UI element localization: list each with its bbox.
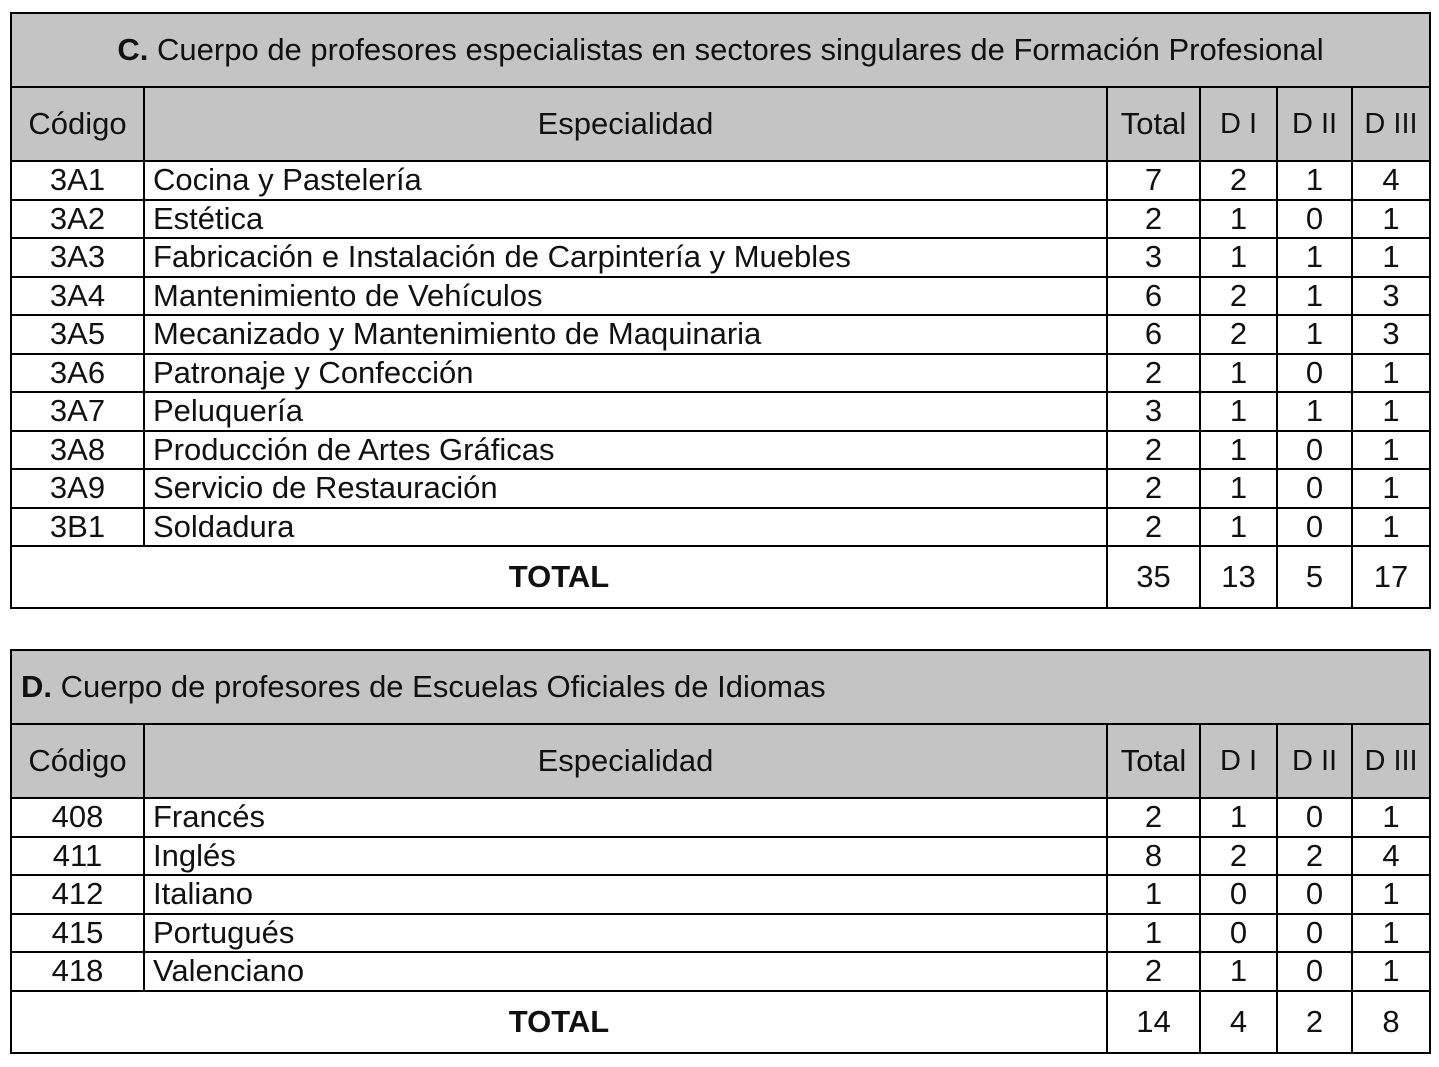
row-code: 3A9 — [11, 469, 144, 508]
row-d2: 0 — [1277, 200, 1352, 239]
row-code: 3A6 — [11, 354, 144, 393]
table-row — [11, 161, 1430, 200]
header-codigo: Código — [11, 724, 144, 798]
row-total: 2 — [1107, 354, 1200, 393]
header-especialidad: Especialidad — [144, 724, 1107, 798]
row-d1: 1 — [1200, 431, 1277, 470]
total-d2: 2 — [1277, 991, 1352, 1053]
table-header-row — [11, 724, 1430, 798]
table-row — [11, 875, 1430, 914]
row-d3: 1 — [1352, 508, 1430, 547]
row-especialidad: Peluquería — [144, 392, 1107, 431]
row-code: 3A8 — [11, 431, 144, 470]
row-total: 2 — [1107, 508, 1200, 547]
row-code: 3B1 — [11, 508, 144, 547]
table-row — [11, 354, 1430, 393]
row-especialidad: Inglés — [144, 837, 1107, 876]
header-codigo: Código — [11, 87, 144, 161]
header-total: Total — [1107, 724, 1200, 798]
table-row — [11, 837, 1430, 876]
row-code: 3A1 — [11, 161, 144, 200]
table-title-row — [11, 650, 1430, 724]
row-d2: 1 — [1277, 392, 1352, 431]
table-total-row — [11, 546, 1430, 608]
table-title-text: Cuerpo de profesores de Escuelas Oficiales de Idiomas — [52, 669, 826, 704]
table-title-prefix: D. — [21, 669, 52, 704]
row-total: 6 — [1107, 277, 1200, 316]
table-row — [11, 238, 1430, 277]
row-code: 408 — [11, 798, 144, 837]
row-d1: 2 — [1200, 837, 1277, 876]
table-row — [11, 392, 1430, 431]
row-d3: 3 — [1352, 315, 1430, 354]
row-d1: 1 — [1200, 392, 1277, 431]
row-code: 412 — [11, 875, 144, 914]
row-especialidad: Portugués — [144, 914, 1107, 953]
row-d2: 1 — [1277, 161, 1352, 200]
table-body — [11, 161, 1430, 546]
row-especialidad: Italiano — [144, 875, 1107, 914]
row-d1: 1 — [1200, 200, 1277, 239]
row-especialidad: Servicio de Restauración — [144, 469, 1107, 508]
row-d3: 3 — [1352, 277, 1430, 316]
table-title — [11, 650, 1430, 724]
header-especialidad: Especialidad — [144, 87, 1107, 161]
row-total: 3 — [1107, 392, 1200, 431]
header-d2: D II — [1277, 724, 1352, 798]
header-d1: D I — [1200, 87, 1277, 161]
row-d3: 4 — [1352, 161, 1430, 200]
table-row — [11, 508, 1430, 547]
row-total: 6 — [1107, 315, 1200, 354]
row-code: 411 — [11, 837, 144, 876]
row-d2: 1 — [1277, 277, 1352, 316]
total-d3: 8 — [1352, 991, 1430, 1053]
table-title-prefix: C. — [117, 32, 149, 67]
table-row — [11, 952, 1430, 991]
header-d2: D II — [1277, 87, 1352, 161]
row-total: 3 — [1107, 238, 1200, 277]
total-d1: 4 — [1200, 991, 1277, 1053]
header-d3: D III — [1352, 87, 1430, 161]
total-label: TOTAL — [11, 991, 1107, 1053]
table-title-text: Cuerpo de profesores especialistas en sectores singulares de Formación Profesional — [148, 32, 1324, 67]
row-total: 2 — [1107, 952, 1200, 991]
row-total: 2 — [1107, 469, 1200, 508]
table-row — [11, 469, 1430, 508]
row-especialidad: Francés — [144, 798, 1107, 837]
total-d3: 17 — [1352, 546, 1430, 608]
total-total: 35 — [1107, 546, 1200, 608]
table-body — [11, 798, 1430, 991]
table-c — [10, 12, 1431, 609]
table-row — [11, 431, 1430, 470]
row-d3: 1 — [1352, 914, 1430, 953]
row-especialidad: Patronaje y Confección — [144, 354, 1107, 393]
row-d2: 0 — [1277, 469, 1352, 508]
row-d1: 1 — [1200, 798, 1277, 837]
total-d2: 5 — [1277, 546, 1352, 608]
row-especialidad: Fabricación e Instalación de Carpintería y Muebles — [144, 238, 1107, 277]
row-total: 2 — [1107, 798, 1200, 837]
row-especialidad: Cocina y Pastelería — [144, 161, 1107, 200]
table-total-row — [11, 991, 1430, 1053]
header-total: Total — [1107, 87, 1200, 161]
row-d3: 1 — [1352, 875, 1430, 914]
row-d1: 2 — [1200, 315, 1277, 354]
row-d2: 0 — [1277, 875, 1352, 914]
row-d2: 0 — [1277, 952, 1352, 991]
row-especialidad: Mantenimiento de Vehículos — [144, 277, 1107, 316]
total-label: TOTAL — [11, 546, 1107, 608]
row-d1: 2 — [1200, 277, 1277, 316]
table-row — [11, 277, 1430, 316]
row-code: 3A7 — [11, 392, 144, 431]
row-d2: 0 — [1277, 798, 1352, 837]
table-title — [11, 13, 1430, 87]
row-especialidad: Estética — [144, 200, 1107, 239]
row-d1: 1 — [1200, 952, 1277, 991]
row-d1: 0 — [1200, 875, 1277, 914]
row-d2: 2 — [1277, 837, 1352, 876]
row-especialidad: Valenciano — [144, 952, 1107, 991]
row-total: 2 — [1107, 431, 1200, 470]
row-d3: 1 — [1352, 200, 1430, 239]
table-row — [11, 914, 1430, 953]
row-d1: 2 — [1200, 161, 1277, 200]
row-code: 3A2 — [11, 200, 144, 239]
table-title-row — [11, 13, 1430, 87]
table-row — [11, 315, 1430, 354]
row-total: 7 — [1107, 161, 1200, 200]
row-d2: 1 — [1277, 238, 1352, 277]
row-d3: 4 — [1352, 837, 1430, 876]
row-d2: 1 — [1277, 315, 1352, 354]
row-total: 8 — [1107, 837, 1200, 876]
row-d2: 0 — [1277, 508, 1352, 547]
row-d3: 1 — [1352, 354, 1430, 393]
row-code: 415 — [11, 914, 144, 953]
row-code: 3A3 — [11, 238, 144, 277]
row-total: 1 — [1107, 914, 1200, 953]
header-d3: D III — [1352, 724, 1430, 798]
row-d1: 0 — [1200, 914, 1277, 953]
row-d1: 1 — [1200, 238, 1277, 277]
row-d1: 1 — [1200, 508, 1277, 547]
row-d3: 1 — [1352, 238, 1430, 277]
row-d3: 1 — [1352, 952, 1430, 991]
header-d1: D I — [1200, 724, 1277, 798]
row-d2: 0 — [1277, 914, 1352, 953]
row-d3: 1 — [1352, 392, 1430, 431]
row-especialidad: Producción de Artes Gráficas — [144, 431, 1107, 470]
row-total: 2 — [1107, 200, 1200, 239]
row-d2: 0 — [1277, 354, 1352, 393]
row-code: 3A5 — [11, 315, 144, 354]
row-total: 1 — [1107, 875, 1200, 914]
row-code: 3A4 — [11, 277, 144, 316]
table-row — [11, 798, 1430, 837]
row-d3: 1 — [1352, 469, 1430, 508]
row-d3: 1 — [1352, 431, 1430, 470]
table-header-row — [11, 87, 1430, 161]
row-d1: 1 — [1200, 354, 1277, 393]
table-row — [11, 200, 1430, 239]
table-d — [10, 649, 1431, 1054]
total-d1: 13 — [1200, 546, 1277, 608]
row-d2: 0 — [1277, 431, 1352, 470]
row-d1: 1 — [1200, 469, 1277, 508]
row-d3: 1 — [1352, 798, 1430, 837]
total-total: 14 — [1107, 991, 1200, 1053]
row-especialidad: Soldadura — [144, 508, 1107, 547]
row-especialidad: Mecanizado y Mantenimiento de Maquinaria — [144, 315, 1107, 354]
row-code: 418 — [11, 952, 144, 991]
